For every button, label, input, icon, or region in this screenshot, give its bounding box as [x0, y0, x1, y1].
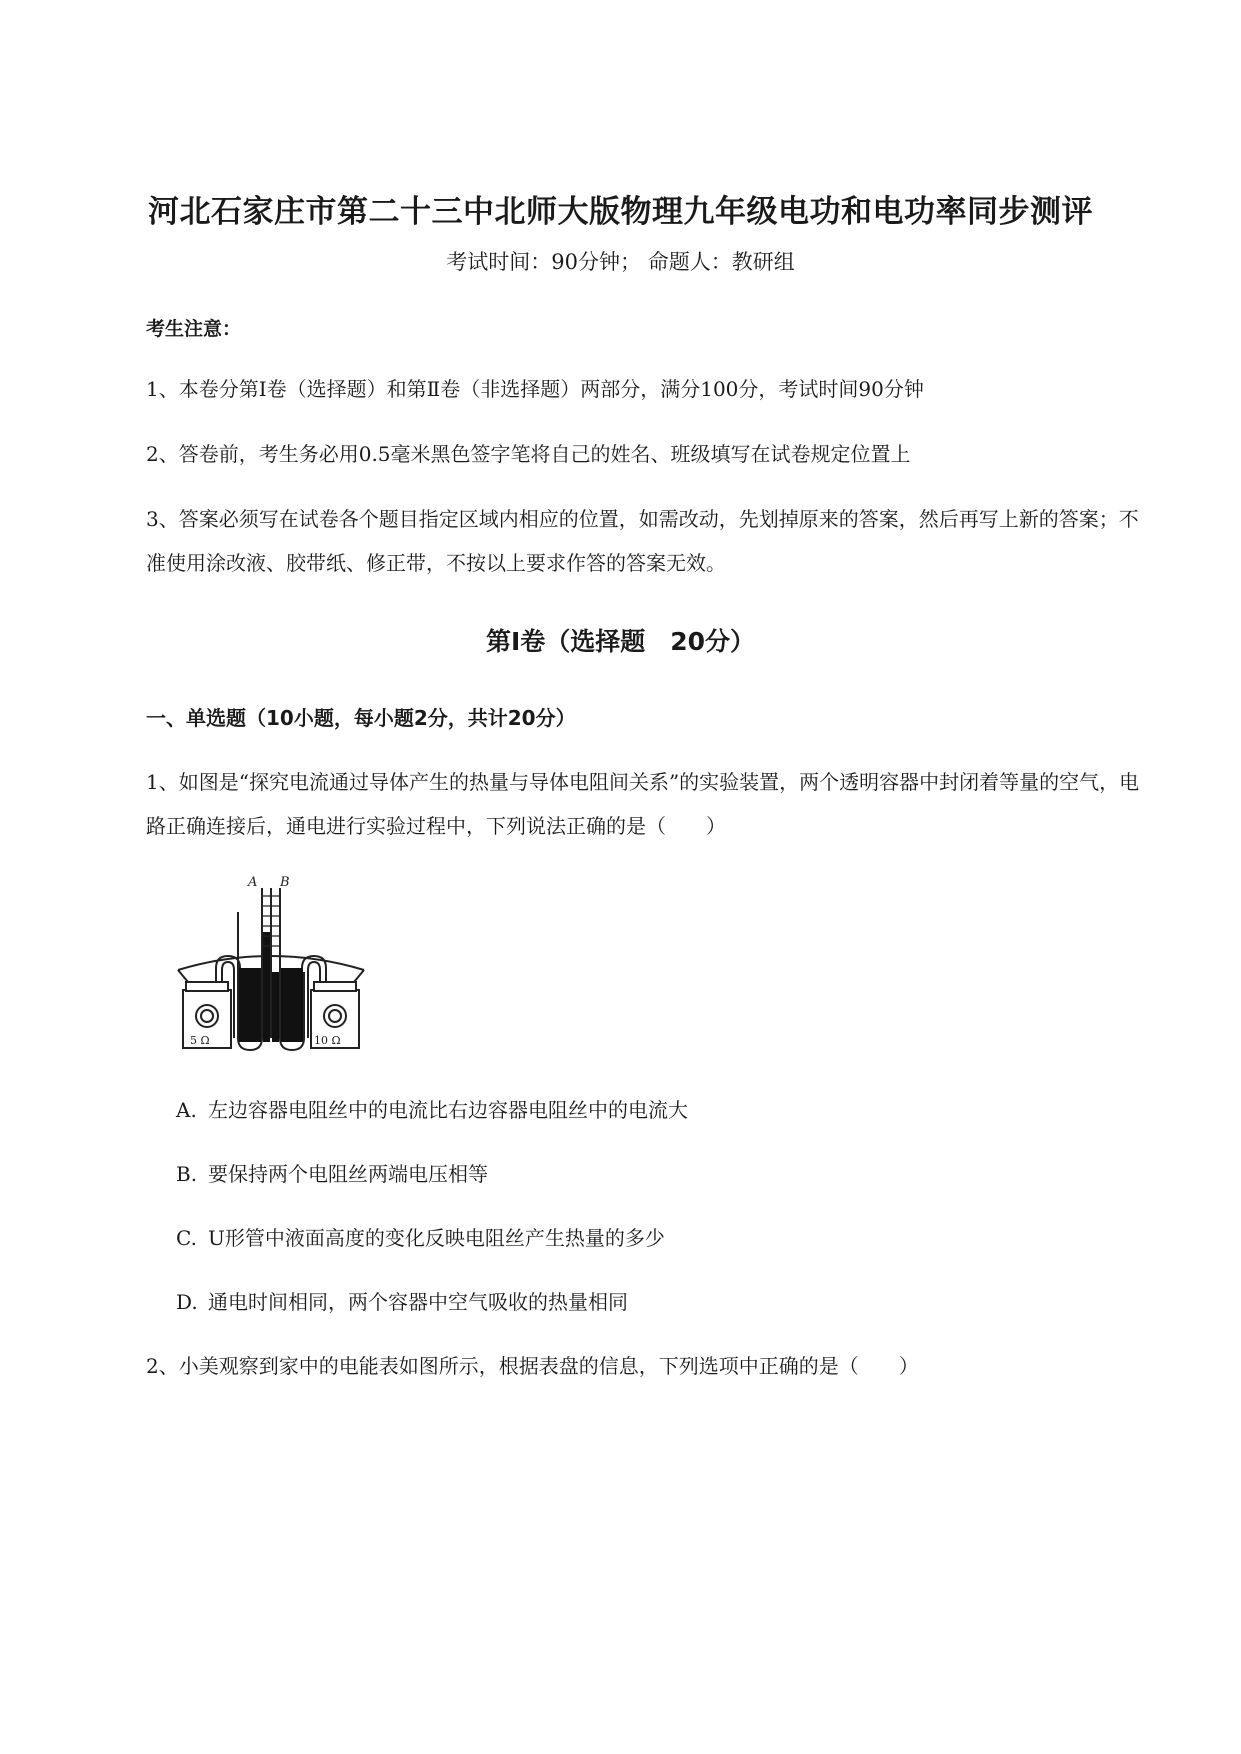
left-resistor-label: 5 Ω	[190, 1034, 210, 1047]
option-text: 通电时间相同，两个容器中空气吸收的热量相同	[208, 1290, 628, 1314]
notice-heading: 考生注意：	[146, 318, 242, 340]
right-resistor-label: 10 Ω	[314, 1034, 341, 1047]
label-b: B	[280, 875, 290, 890]
section-title: 第I卷（选择题 20分）	[485, 627, 756, 656]
option-c	[176, 1222, 665, 1251]
option-b	[176, 1158, 488, 1187]
option-letter: B.	[176, 1162, 198, 1186]
exam-subtitle: 考试时间：90分钟； 命题人：教研组	[446, 250, 795, 274]
question-2-stem: 2、小美观察到家中的电能表如图所示，根据表盘的信息，下列选项中正确的是（ ）	[146, 1354, 919, 1378]
option-d	[176, 1286, 628, 1315]
notice-item-1: 1、本卷分第I卷（选择题）和第Ⅱ卷（非选择题）两部分，满分100分，考试时间90分钟	[146, 377, 924, 401]
label-a: A	[248, 875, 258, 890]
experiment-figure	[176, 872, 366, 1052]
part-heading: 一、单选题（10小题，每小题2分，共计20分）	[146, 706, 576, 730]
question-1-stem: 1、如图是“探究电流通过导体产生的热量与导体电阻间关系”的实验装置，两个透明容器中封闭着等量的空气，电路正确连接后，通电进行实验过程中，下列说法正确的是（ ）	[146, 770, 1140, 838]
option-text: 左边容器电阻丝中的电流比右边容器电阻丝中的电流大	[208, 1098, 688, 1122]
page-title: 河北石家庄市第二十三中北师大版物理九年级电功和电功率同步测评	[148, 194, 1093, 230]
option-text: 要保持两个电阻丝两端电压相等	[208, 1162, 488, 1186]
option-letter: C.	[176, 1226, 197, 1250]
u-tube-apparatus-diagram	[176, 872, 366, 1052]
option-a	[176, 1094, 688, 1123]
option-letter: A.	[176, 1098, 197, 1122]
option-letter: D.	[176, 1290, 198, 1314]
notice-item-2: 2、答卷前，考生务必用0.5毫米黑色签字笔将自己的姓名、班级填写在试卷规定位置上	[146, 442, 911, 466]
option-text: U形管中液面高度的变化反映电阻丝产生热量的多少	[208, 1226, 665, 1250]
notice-item-3: 3、答案必须写在试卷各个题目指定区域内相应的位置，如需改动，先划掉原来的答案，然后再写上新的答案；不准使用涂改液、胶带纸、修正带，不按以上要求作答的答案无效。	[146, 507, 1139, 575]
